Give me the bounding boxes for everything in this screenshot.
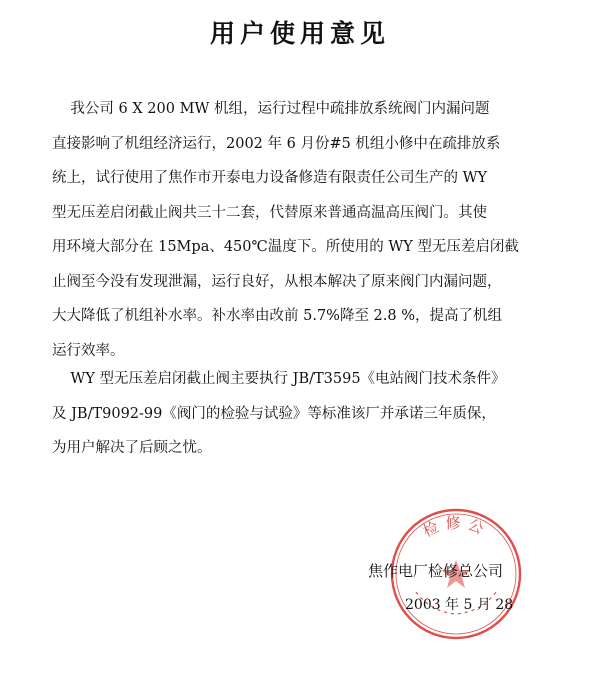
paragraph-2-line: WY 型无压差启闭截止阀主要执行 JB/T3595《电站阀门技术条件》: [52, 371, 506, 387]
seal-text: 检修公: [420, 514, 492, 541]
paragraph-1-line: 直接影响了机组经济运行，2002 年 6 月份#5 机组小修中在疏排放系: [52, 135, 501, 152]
paragraph-2-line: 及 JB/T9092-99《阀门的检验与试验》等标准该厂并承诺三年质保，: [52, 405, 496, 422]
paragraph-1-line: 我公司 6 X 200 MW 机组，运行过程中疏排放系统阀门内漏问题: [52, 101, 490, 117]
paragraph-1-line: 用环境大部分在 15Mpa、450℃温度下。所使用的 WY 型无压差启闭截: [52, 239, 519, 255]
paragraph-1-line: 大大降低了机组补水率。补水率由改前 5.7%降至 2.8 %，提高了机组: [52, 308, 503, 324]
paragraph-1-line: 运行效率。: [52, 342, 125, 359]
signature-date: 2003 年 5 月 28: [405, 597, 514, 613]
document-title: 用户使用意见: [209, 19, 390, 48]
paragraph-2-line: 为用户解决了后顾之忧。: [52, 440, 212, 456]
signature-organization: 焦作电厂检修总公司: [368, 562, 504, 580]
paragraph-1-line: 统上，试行使用了焦作市开泰电力设备修造有限责任公司生产的 WY: [52, 170, 488, 186]
paragraph-1: [52, 92, 552, 368]
paragraph-1-line: 型无压差启闭截止阀共三十二套，代替原来普通高温高压阀门。其使: [52, 204, 487, 221]
paragraph-1-line: 止阀至今没有发现泄漏，运行良好，从根本解决了原来阀门内漏问题，: [52, 273, 502, 290]
paragraph-2: [52, 362, 552, 466]
svg-text:检修公: [420, 514, 492, 541]
